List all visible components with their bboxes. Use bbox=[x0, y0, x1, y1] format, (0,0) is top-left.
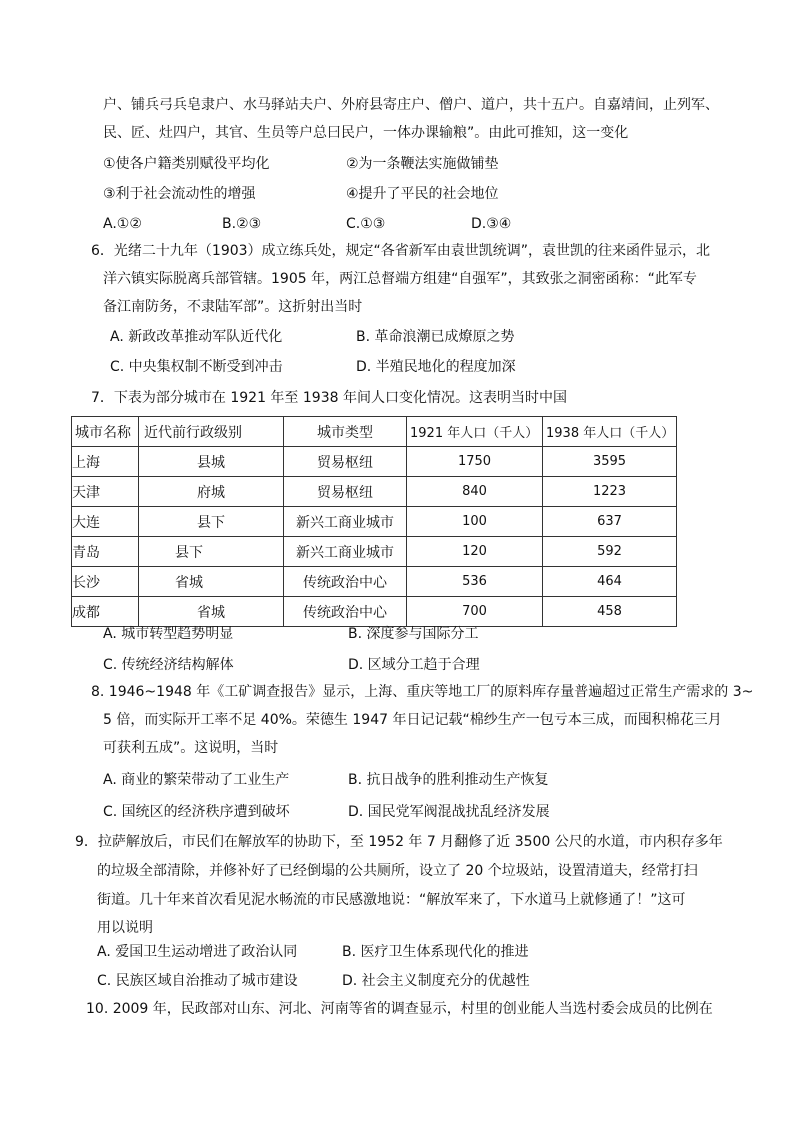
cell-admin: 省城 bbox=[139, 567, 284, 597]
q5-option-a: A.①② bbox=[103, 216, 142, 232]
table-row bbox=[72, 597, 677, 627]
cell-pop-1938: 464 bbox=[543, 567, 677, 597]
q9-stem-line-1: 9．拉萨解放后，市民们在解放军的协助下，至 1952 年 7 月翻修了近 3500 公尺的水道，市内积存多年 bbox=[75, 834, 723, 850]
q7-option-d: D. 区域分工趋于合理 bbox=[348, 657, 480, 673]
q7-stem: 7．下表为部分城市在 1921 年至 1938 年间人口变化情况。这表明当时中国 bbox=[91, 390, 567, 406]
table-row bbox=[72, 507, 677, 537]
q6-option-a: A. 新政改革推动军队近代化 bbox=[110, 329, 283, 345]
q9-stem-line-2: 的垃圾全部清除，并修补好了已经倒塌的公共厕所，设立了 20 个垃圾站，设置清道夫，经常打扫 bbox=[97, 863, 698, 879]
q8-stem-line-1: 8. 1946~1948 年《工矿调查报告》显示，上海、重庆等地工厂的原料库存量普遍超过正常生产需求的 3~ bbox=[91, 684, 754, 700]
q5-item-2: ②为一条鞭法实施做铺垫 bbox=[346, 156, 499, 172]
cell-city: 大连 bbox=[72, 507, 139, 537]
q9-stem-line-3: 街道。几十年来首次看见泥水畅流的市民感激地说：“解放军来了，下水道马上就修通了！”这可 bbox=[97, 892, 686, 908]
q8-option-d: D. 国民党军阀混战扰乱经济发展 bbox=[348, 804, 550, 820]
cell-city: 青岛 bbox=[72, 537, 139, 567]
population-table bbox=[71, 416, 677, 627]
q7-option-c: C. 传统经济结构解体 bbox=[103, 657, 234, 673]
cell-city: 长沙 bbox=[72, 567, 139, 597]
q9-option-d: D. 社会主义制度充分的优越性 bbox=[342, 973, 530, 989]
q6-option-c: C. 中央集权制不断受到冲击 bbox=[110, 359, 283, 375]
cell-pop-1921: 100 bbox=[407, 507, 543, 537]
header-admin-level: 近代前行政级别 bbox=[139, 417, 284, 447]
table-row bbox=[72, 567, 677, 597]
cell-pop-1938: 1223 bbox=[543, 477, 677, 507]
cell-type: 传统政治中心 bbox=[284, 597, 407, 627]
q8-option-a: A. 商业的繁荣带动了工业生产 bbox=[103, 772, 290, 788]
q5-item-4: ④提升了平民的社会地位 bbox=[346, 186, 499, 202]
cell-pop-1921: 120 bbox=[407, 537, 543, 567]
q9-option-c: C. 民族区域自治推动了城市建设 bbox=[97, 973, 298, 989]
cell-city: 上海 bbox=[72, 447, 139, 477]
q6-stem-line-2: 洋六镇实际脱离兵部管辖。1905 年，两江总督端方组建“自强军”，其致张之洞密函称：“此军专 bbox=[103, 271, 697, 287]
q6-option-b: B. 革命浪潮已成燎原之势 bbox=[356, 329, 515, 345]
cell-admin: 省城 bbox=[139, 597, 284, 627]
header-pop-1921: 1921 年人口（千人） bbox=[407, 417, 543, 447]
cell-pop-1938: 458 bbox=[543, 597, 677, 627]
q8-option-c: C. 国统区的经济秩序遭到破坏 bbox=[103, 804, 290, 820]
q5-item-1: ①使各户籍类别赋役平均化 bbox=[103, 156, 270, 172]
q8-option-b: B. 抗日战争的胜利推动生产恢复 bbox=[348, 772, 549, 788]
header-city-name: 城市名称 bbox=[72, 417, 139, 447]
cell-pop-1938: 592 bbox=[543, 537, 677, 567]
q8-stem-line-3: 可获利五成”。这说明，当时 bbox=[103, 740, 279, 756]
header-city-type: 城市类型 bbox=[284, 417, 407, 447]
cell-pop-1921: 840 bbox=[407, 477, 543, 507]
cell-pop-1921: 536 bbox=[407, 567, 543, 597]
q9-option-b: B. 医疗卫生体系现代化的推进 bbox=[342, 944, 529, 960]
q6-stem-line-3: 备江南防务，不隶陆军部”。这折射出当时 bbox=[103, 299, 363, 315]
cell-admin: 县下 bbox=[139, 507, 284, 537]
cell-city: 成都 bbox=[72, 597, 139, 627]
cell-admin: 府城 bbox=[139, 477, 284, 507]
q6-option-d: D. 半殖民地化的程度加深 bbox=[356, 359, 516, 375]
q5-item-3: ③利于社会流动性的增强 bbox=[103, 186, 256, 202]
q8-stem-line-2: 5 倍，而实际开工率不足 40%。荣德生 1947 年日记记载“棉纱生产一包亏本三成，而囤积棉花三月 bbox=[103, 712, 722, 728]
q5-option-c: C.①③ bbox=[346, 216, 386, 232]
cell-pop-1938: 3595 bbox=[543, 447, 677, 477]
cell-type: 传统政治中心 bbox=[284, 567, 407, 597]
q9-stem-line-4: 用以说明 bbox=[97, 920, 153, 936]
cell-pop-1921: 700 bbox=[407, 597, 543, 627]
q6-stem-line-1: 6．光绪二十九年（1903）成立练兵处，规定“各省新军由袁世凯统调”，袁世凯的往来函件显示，北 bbox=[91, 243, 711, 259]
cell-type: 贸易枢纽 bbox=[284, 477, 407, 507]
cell-city: 天津 bbox=[72, 477, 139, 507]
q5-option-d: D.③④ bbox=[471, 216, 512, 232]
cell-type: 新兴工商业城市 bbox=[284, 507, 407, 537]
q7-option-a: A. 城市转型趋势明显 bbox=[103, 626, 234, 642]
cell-pop-1921: 1750 bbox=[407, 447, 543, 477]
cell-type: 新兴工商业城市 bbox=[284, 537, 407, 567]
q9-option-a: A. 爱国卫生运动增进了政治认同 bbox=[97, 944, 298, 960]
intro-line-2: 民、匠、灶四户，其官、生员等户总曰民户，一体办课输粮”。由此可推知，这一变化 bbox=[103, 125, 629, 141]
cell-type: 贸易枢纽 bbox=[284, 447, 407, 477]
table-row bbox=[72, 537, 677, 567]
table-row bbox=[72, 477, 677, 507]
table-header-row bbox=[72, 417, 677, 447]
cell-admin: 县城 bbox=[139, 447, 284, 477]
intro-line-1: 户、铺兵弓兵皂隶户、水马驿站夫户、外府县寄庄户、僧户、道户，共十五户。自嘉靖间，止列军、 bbox=[103, 97, 719, 113]
cell-admin: 县下 bbox=[139, 537, 284, 567]
cell-pop-1938: 637 bbox=[543, 507, 677, 537]
header-pop-1938: 1938 年人口（千人） bbox=[543, 417, 677, 447]
q10-stem-line-1: 10. 2009 年，民政部对山东、河北、河南等省的调查显示，村里的创业能人当选村委会成员的比例在 bbox=[86, 1001, 713, 1017]
table-row bbox=[72, 447, 677, 477]
q5-option-b: B.②③ bbox=[222, 216, 262, 232]
q7-option-b: B. 深度参与国际分工 bbox=[348, 626, 479, 642]
